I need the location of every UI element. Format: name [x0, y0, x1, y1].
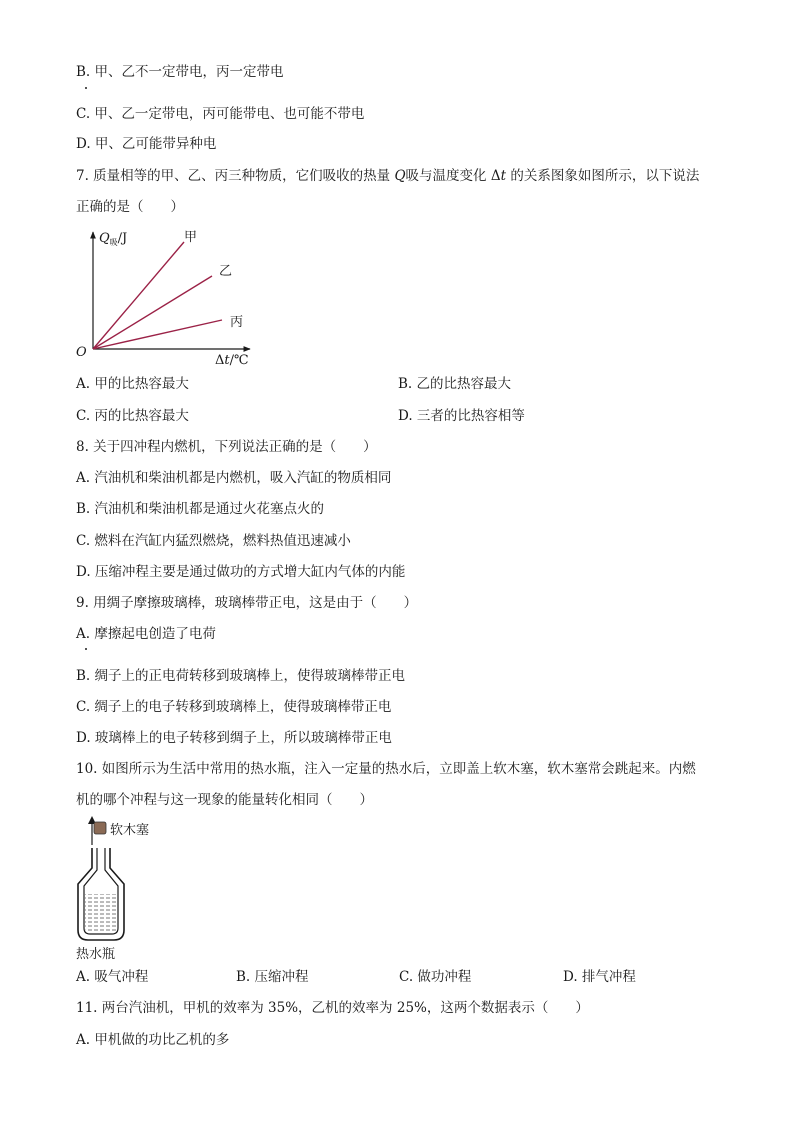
q8-stem: 8. 关于四冲程内燃机，下列说法正确的是（ ）: [76, 439, 377, 455]
q10-thermos-figure: [70, 812, 190, 964]
q10-option-c[interactable]: C. 做功冲程: [399, 969, 472, 985]
q7-stem-line2: 正确的是（ ）: [76, 199, 184, 215]
origin-label: O: [76, 345, 87, 360]
q9-option-d[interactable]: D. 玻璃棒上的电子转移到绸子上，所以玻璃棒带正电: [76, 730, 392, 746]
q6-option-b: B. 甲、乙不一定带电，丙一定带电: [76, 64, 284, 80]
stray-dot: [85, 648, 87, 650]
q10-option-a[interactable]: A. 吸气冲程: [76, 969, 149, 985]
q9-option-b[interactable]: B. 绸子上的正电荷转移到玻璃棒上，使得玻璃棒带正电: [76, 668, 406, 684]
q7-option-c[interactable]: C. 丙的比热容最大: [76, 408, 189, 424]
stray-dot: [85, 87, 87, 89]
hot-water: [85, 894, 117, 933]
q10-option-b[interactable]: B. 压缩冲程: [236, 969, 309, 985]
q8-option-a[interactable]: A. 汽油机和柴油机都是内燃机，吸入汽缸的物质相同: [76, 470, 392, 486]
q11-option-a[interactable]: A. 甲机做的功比乙机的多: [76, 1032, 230, 1048]
q7-heat-graph: [70, 222, 260, 367]
q6-option-c: C. 甲、乙一定带电，丙可能带电、也可能不带电: [76, 106, 365, 122]
q6-option-d: D. 甲、乙可能带异种电: [76, 136, 217, 152]
cork-label: 软木塞: [110, 823, 150, 838]
line-jia: [93, 242, 184, 349]
q8-option-d[interactable]: D. 压缩冲程主要是通过做功的方式增大缸内气体的内能: [76, 564, 406, 580]
q8-option-b[interactable]: B. 汽油机和柴油机都是通过火花塞点火的: [76, 501, 325, 517]
q10-option-d[interactable]: D. 排气冲程: [563, 969, 636, 985]
q7-option-d[interactable]: D. 三者的比热容相等: [398, 408, 525, 424]
q7-stem: 7. 质量相等的甲、乙、丙三种物质，它们吸收的热量 Q吸与温度变化 Δt 的关系图象如图所示，以下说法: [76, 168, 700, 184]
label-bing: 丙: [230, 315, 244, 330]
x-axis-label: Δt/℃: [215, 353, 249, 367]
q7-option-a[interactable]: A. 甲的比热容最大: [76, 376, 189, 392]
q10-stem-line1: 10. 如图所示为生活中常用的热水瓶，注入一定量的热水后，立即盖上软木塞，软木塞常会跳起来。内燃: [76, 761, 696, 777]
q9-option-a[interactable]: A. 摩擦起电创造了电荷: [76, 626, 216, 642]
thermos-label: 热水瓶: [76, 947, 116, 962]
label-yi: 乙: [219, 264, 233, 279]
line-yi: [93, 276, 212, 349]
line-bing: [93, 320, 222, 349]
q8-option-c[interactable]: C. 燃料在汽缸内猛烈燃烧，燃料热值迅速减小: [76, 533, 351, 549]
q9-stem: 9. 用绸子摩擦玻璃棒，玻璃棒带正电，这是由于（ ）: [76, 595, 418, 611]
cork: [94, 822, 106, 834]
q11-stem: 11. 两台汽油机，甲机的效率为 35%，乙机的效率为 25%，这两个数据表示（ ）: [76, 1000, 589, 1016]
q9-option-c[interactable]: C. 绸子上的电子转移到玻璃棒上，使得玻璃棒带正电: [76, 699, 392, 715]
q10-stem-line2: 机的哪个冲程与这一现象的能量转化相同（ ）: [76, 792, 373, 808]
q7-option-b[interactable]: B. 乙的比热容最大: [398, 376, 512, 392]
label-jia: 甲: [184, 230, 198, 245]
y-axis-label: $Q_吸/J$: [99, 231, 128, 247]
